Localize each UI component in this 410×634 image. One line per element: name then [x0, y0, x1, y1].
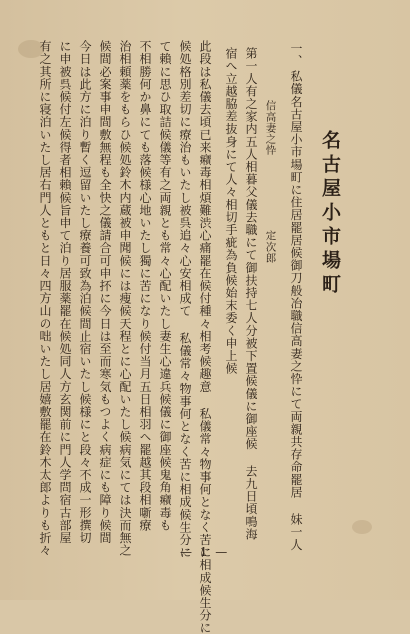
body-column-2: 宿へ立越脇差抜身にて人々相切手疵為負候始末委く申上候: [224, 47, 238, 375]
body-column-11: 有之其所に寝泊いたし居右門人ともと日々四方山の咄いたし居嬉敷罷在鈴木太郎よりも折々: [38, 40, 52, 557]
subheading-name: 定次郎: [264, 230, 277, 264]
body-column-6: 不相勝何か鼻にても落候様心地いたし獨に苦になり候付当月五日相羽ヘ罷越其段相噺療: [138, 40, 152, 532]
body-column-1: 第一人有之家内五人相暮父儀去職にて御扶持七人分被下置候儀に御座候 去九日頃鳴海: [244, 47, 258, 541]
subheading-author: 信高妻之忰: [264, 100, 277, 156]
body-column-4: 候処格別差切に療治もいたし被呉追々心安相成て 私儀常々物事何となく苦に相成候生分に: [178, 40, 192, 559]
heading-number: 一、: [289, 42, 303, 68]
body-column-7: 治相頼薬をもらひ候処鈴木内蔵被申聞候には痩候天程とに心配いたし候病気にては決而無之: [118, 40, 132, 557]
body-column-3: 此段は私儀去頃已来癪毒相煩難渋心痛罷在候付種々相考候趣意 私儀常々物事何となく苦に相成候生分に: [198, 40, 212, 634]
document-title: 名古屋小市場町: [319, 130, 341, 298]
paper-stain: [352, 520, 372, 534]
body-column-8: 候間必案事申間敷無程も全快之儀請合可申抔に今日は至而寒気もつよく病症にも障り候間: [98, 40, 112, 544]
heading-text: 私儀名古屋小市場町に住居罷居候御刀般冶職信高妻之忰にて両親共存命罷居 妹一人: [289, 70, 303, 551]
page-number: — 1 —: [180, 545, 230, 559]
body-column-10: に申被呉候付左候得者相賴候旨申て泊り居服薬罷在候処同人方玄関前に門人学問宿古部屋: [58, 40, 72, 544]
body-column-5: て賴に思ひ取詰候儀等有之両親とも常々心配いたし妻生心違兵候儀に御座候鬼角癪毒も: [158, 40, 172, 532]
body-column-9: 今日は此方に泊り暫く逗留いたし療養可致為泊候間止宿いたし候様にと段々不成一形撰切: [78, 40, 92, 544]
